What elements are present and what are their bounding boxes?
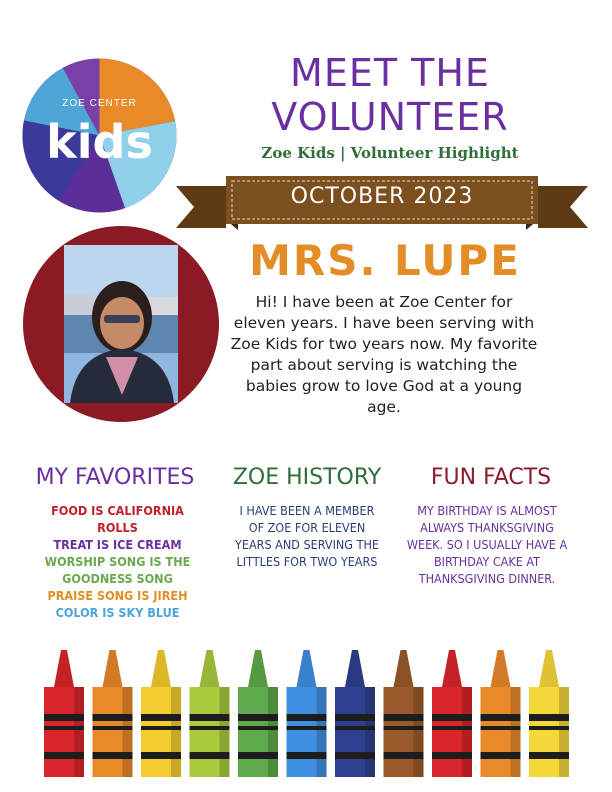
crayon <box>481 650 521 777</box>
month-label: OCTOBER 2023 <box>290 184 474 209</box>
fun-facts-text: MY BIRTHDAY IS ALMOST ALWAYS THANKSGIVING WEEK. SO I USUALLY HAVE A BIRTHDAY CAKE AT THANKSGIVING DINNER. <box>406 503 568 586</box>
volunteer-name: MRS. LUPE <box>249 236 521 285</box>
favorite-item-food: FOOD IS CALIFORNIA ROLLS <box>51 503 184 535</box>
crayon <box>432 650 472 777</box>
crayon <box>384 650 424 777</box>
favorites-list <box>30 502 205 621</box>
crayon <box>190 650 230 777</box>
page-title-line1: MEET THE <box>290 51 490 95</box>
favorites-title: MY FAVORITES <box>35 465 195 490</box>
zoe-kids-logo <box>22 58 177 213</box>
crayon <box>141 650 181 777</box>
logo-main-text: kids <box>46 115 153 169</box>
crayon <box>44 650 84 777</box>
page-title-line2: VOLUNTEER <box>271 95 509 139</box>
favorite-item-praise-song: PRAISE SONG IS JIREH <box>47 588 188 603</box>
history-title: ZOE HISTORY <box>232 465 382 490</box>
history-text: I HAVE BEEN A MEMBER OF ZOE FOR ELEVEN YEARS AND SERVING THE LITTLES FOR TWO YEARS <box>234 503 380 569</box>
crayon <box>335 650 375 777</box>
favorite-item-worship-song: WORSHIP SONG IS THE GOODNESS SONG <box>44 554 191 586</box>
crayon <box>287 650 327 777</box>
fun-facts-title: FUN FACTS <box>430 465 552 490</box>
favorite-item-treat: TREAT IS ICE CREAM <box>53 537 182 552</box>
page-subtitle: Zoe Kids | Volunteer Highlight <box>261 144 519 162</box>
crayon <box>238 650 278 777</box>
favorite-item-color: COLOR IS SKY BLUE <box>55 605 180 620</box>
crayon <box>529 650 569 777</box>
volunteer-photo <box>22 225 220 423</box>
logo-top-text: ZOE CENTER <box>62 98 137 109</box>
crayon <box>93 650 133 777</box>
volunteer-bio: Hi! I have been at Zoe Center for eleven years. I have been serving with Zoe Kids for two years now. My favorite part about serving is watching the babies grow to love God at a young age. <box>230 293 538 416</box>
crayon-border <box>44 642 574 777</box>
